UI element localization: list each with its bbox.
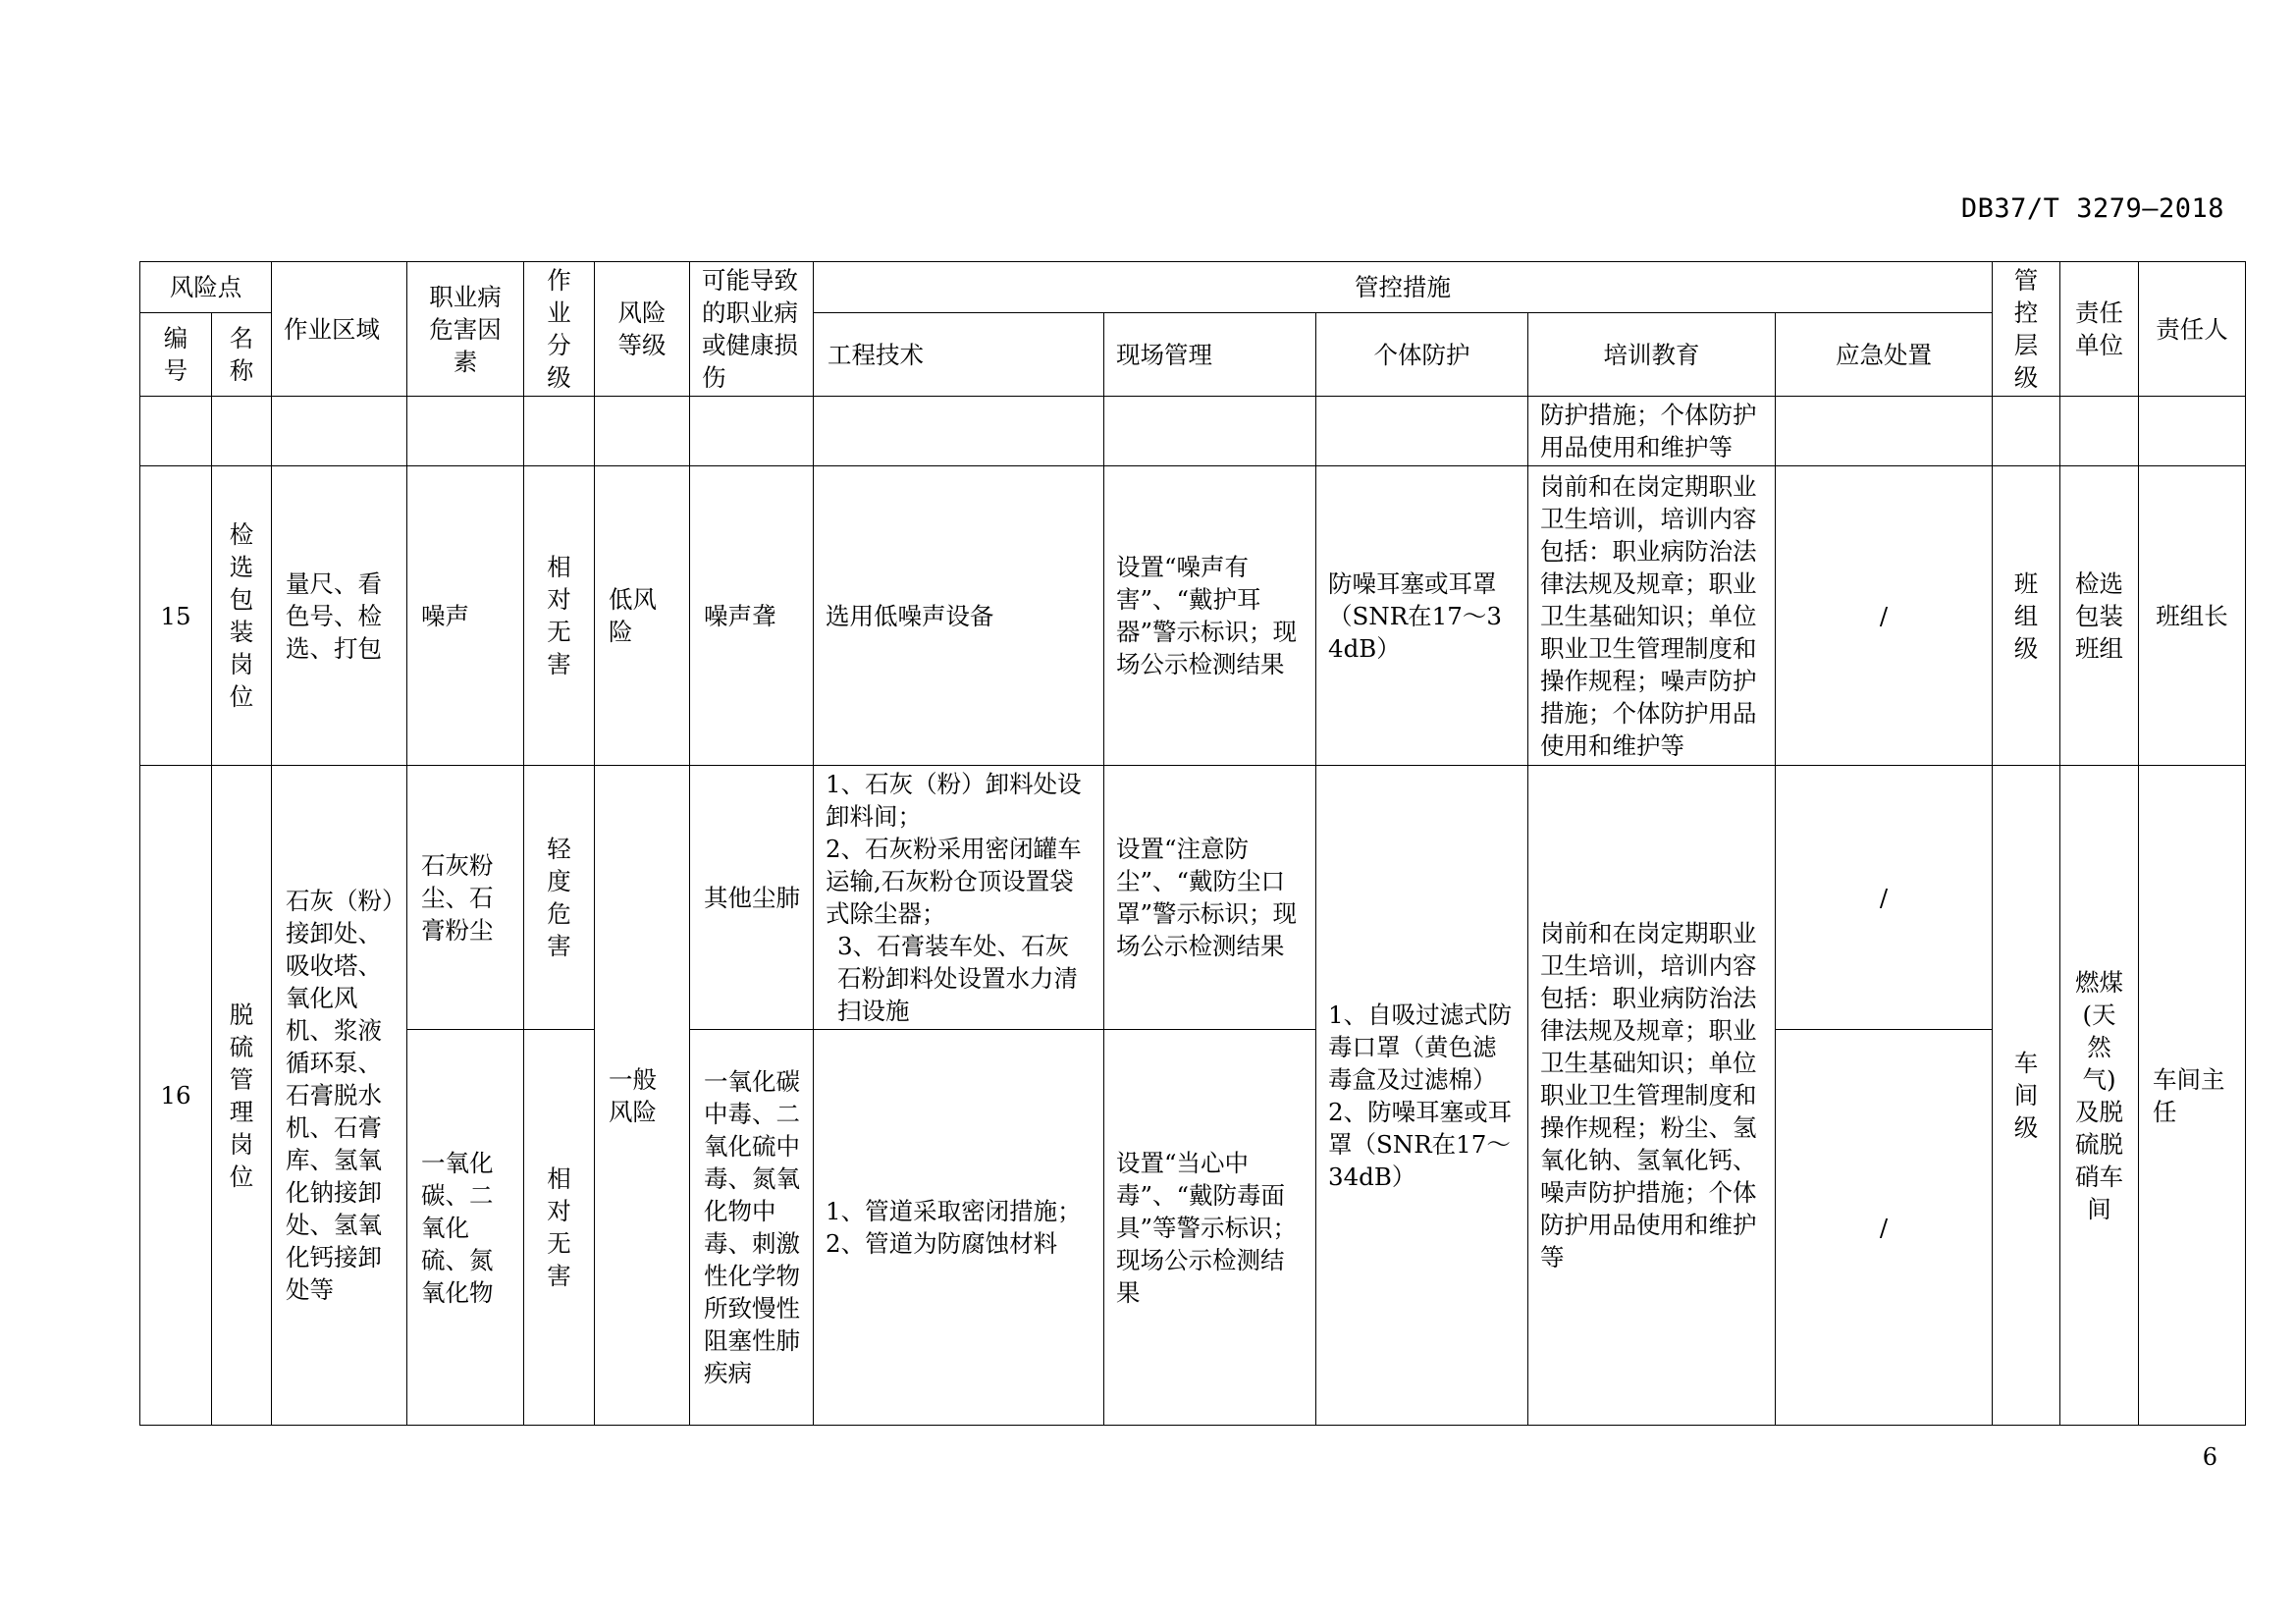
document-code: DB37/T 3279—2018: [1960, 193, 2224, 224]
row16a-hazard-factor: 石灰粉尘、石膏粉尘: [407, 766, 524, 1030]
table-row-16b: [140, 1030, 2246, 1426]
header-risk-point: 风险点: [140, 262, 272, 313]
row16-training: 岗前和在岗定期职业卫生培训，培训内容包括：职业病防治法律法规及规章；职业卫生基础知识；单位职业卫生管理制度和操作规程；粉尘、氢氧化钠、氢氧化钙、噪声防护措施；个体防护用品使用和维护等: [1528, 766, 1776, 1426]
header-emergency: 应急处置: [1776, 313, 1993, 397]
row16b-engineering: [814, 1030, 1104, 1426]
row16a-engineering: [814, 766, 1104, 1030]
row16b-work-grade: 相对无害: [524, 1030, 595, 1426]
row16a-work-grade: 轻度危害: [524, 766, 595, 1030]
header-control-measures: 管控措施: [814, 262, 1993, 313]
row16-risk-level: 一般风险: [595, 766, 690, 1426]
row15-hazard-factor: 噪声: [407, 466, 524, 766]
row16b-engineering-line-2: 2、管道为防腐蚀材料: [826, 1229, 1058, 1258]
header-work-grade: 作业分级: [524, 262, 595, 397]
row15-responsible-unit: 检选包装班组: [2060, 466, 2139, 766]
row15-possible-disease: 噪声聋: [690, 466, 814, 766]
row15-risk-level: 低风险: [595, 466, 690, 766]
row16b-hazard-factor: 一氧化碳、二氧化硫、氮氧化物: [407, 1030, 524, 1426]
row16-responsible-unit: 燃煤(天然气)及脱硫脱硝车间: [2060, 766, 2139, 1426]
row16-number: 16: [140, 766, 212, 1426]
row15-responsible-person: 班组长: [2139, 466, 2246, 766]
row16a-engineering-line-3: 3、石膏装车处、石灰石粉卸料处设置水力清扫设施: [837, 932, 1078, 1025]
row15-engineering: 选用低噪声设备: [814, 466, 1104, 766]
row16-control-level: 车间级: [1993, 766, 2060, 1426]
row16a-site-management: 设置“注意防尘”、“戴防尘口罩”警示标识；现场公示检测结果: [1104, 766, 1316, 1030]
row16b-emergency: /: [1776, 1030, 1993, 1426]
row16-personal-protection-line-1: 1、自吸过滤式防毒口罩（黄色滤毒盒及过滤棉）: [1328, 1000, 1513, 1094]
row16-personal-protection-line-2: 2、防噪耳塞或耳罩（SNR在17～34dB）: [1328, 1097, 1513, 1191]
header-engineering: 工程技术: [814, 313, 1104, 397]
row16-work-area: 石灰（粉）接卸处、吸收塔、氧化风机、浆液循环泵、石膏脱水机、石膏库、氢氧化钠接卸处、氢氧化钙接卸处等: [272, 766, 407, 1426]
page-number: 6: [2202, 1443, 2217, 1471]
continuation-row: [140, 397, 2246, 466]
row15-work-area: 量尺、看色号、检选、打包: [272, 466, 407, 766]
row16a-possible-disease: 其他尘肺: [690, 766, 814, 1030]
header-site-management: 现场管理: [1104, 313, 1316, 397]
row16a-engineering-line-2: 2、石灰粉采用密闭罐车运输,石灰粉仓顶设置袋式除尘器；: [826, 835, 1082, 928]
row16a-engineering-line-1: 1、石灰（粉）卸料处设卸料间；: [826, 770, 1082, 831]
header-control-level: 管控层级: [1993, 262, 2060, 397]
header-possible-disease: 可能导致的职业病或健康损伤: [690, 262, 814, 397]
header-row-1: [140, 262, 2246, 313]
row16-responsible-person: 车间主任: [2139, 766, 2246, 1426]
header-training: 培训教育: [1528, 313, 1776, 397]
row16b-possible-disease: 一氧化碳中毒、二氧化硫中毒、氮氧化物中毒、刺激性化学物所致慢性阻塞性肺疾病: [690, 1030, 814, 1426]
row15-control-level: 班组级: [1993, 466, 2060, 766]
row16-name: 脱硫管理岗位: [212, 766, 272, 1426]
row15-training: 岗前和在岗定期职业卫生培训，培训内容包括：职业病防治法律法规及规章；职业卫生基础知识；单位职业卫生管理制度和操作规程；噪声防护措施；个体防护用品使用和维护等: [1528, 466, 1776, 766]
risk-control-table: [139, 261, 2246, 1426]
row15-work-grade: 相对无害: [524, 466, 595, 766]
row15-site-management: 设置“噪声有害”、“戴护耳器”警示标识；现场公示检测结果: [1104, 466, 1316, 766]
table-row-16a: [140, 766, 2246, 1030]
continuation-training: 防护措施；个体防护用品使用和维护等: [1528, 397, 1776, 466]
header-hazard-factor: 职业病危害因素: [407, 262, 524, 397]
row16a-emergency: /: [1776, 766, 1993, 1030]
header-responsible-person: 责任人: [2139, 262, 2246, 397]
row15-personal-protection: 防噪耳塞或耳罩（SNR在17～34dB）: [1316, 466, 1528, 766]
header-number: 编号: [140, 313, 212, 397]
row15-name: 检选包装岗位: [212, 466, 272, 766]
header-risk-level: 风险等级: [595, 262, 690, 397]
header-responsible-unit: 责任单位: [2060, 262, 2139, 397]
header-work-area: 作业区域: [272, 262, 407, 397]
header-name: 名称: [212, 313, 272, 397]
header-personal-protection: 个体防护: [1316, 313, 1528, 397]
row15-number: 15: [140, 466, 212, 766]
row16-personal-protection: [1316, 766, 1528, 1426]
table-row-15: [140, 466, 2246, 766]
row15-emergency: /: [1776, 466, 1993, 766]
row16b-site-management: 设置“当心中毒”、“戴防毒面具”等警示标识；现场公示检测结果: [1104, 1030, 1316, 1426]
row16b-engineering-line-1: 1、管道采取密闭措施；: [826, 1197, 1082, 1225]
